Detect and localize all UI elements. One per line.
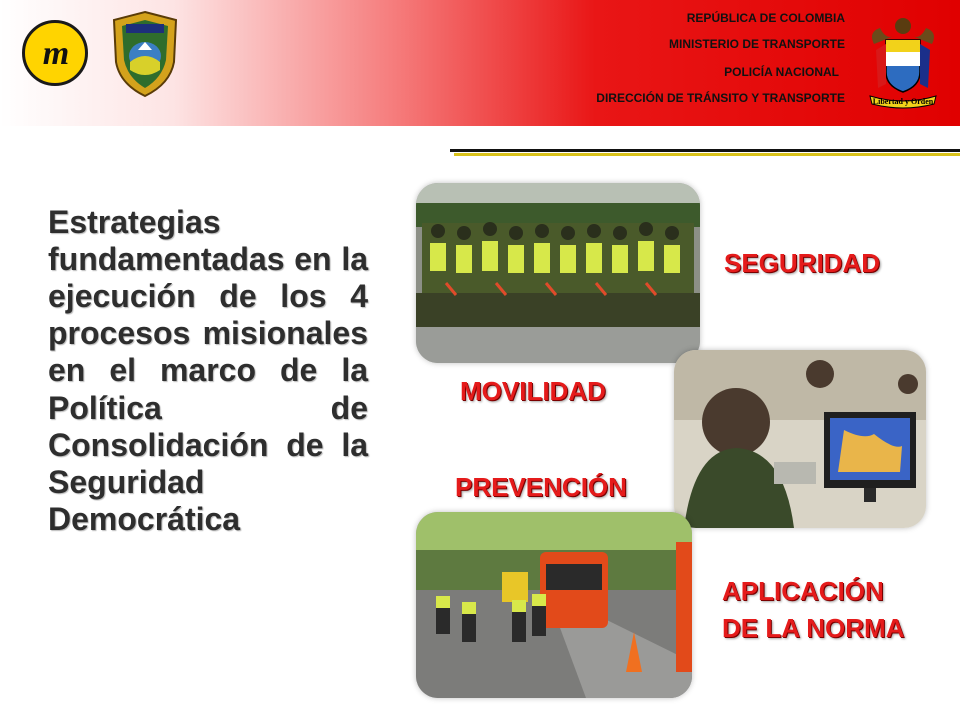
header-banner [0,0,960,126]
colombia-coat-of-arms-icon [866,14,940,110]
header-directorate: DIRECCIÓN DE TRÁNSITO Y TRANSPORTE [596,91,845,105]
process-label-norm-application-line2: DE LA NORMA [722,613,905,643]
motorcycle-escort-photo [416,512,692,698]
header-police: POLICÍA NACIONAL [724,65,839,79]
transit-logo-text: m [42,35,68,72]
process-label-prevention: PREVENCIÓN [455,472,627,502]
police-formation-photo [416,183,700,363]
header-ministry: MINISTERIO DE TRANSPORTE [668,37,845,51]
divider-line [450,149,960,152]
header-republic: REPÚBLICA DE COLOMBIA [686,11,845,25]
process-label-mobility: MOVILIDAD [460,376,606,406]
process-label-norm-application: APLICACIÓN [722,576,884,606]
svg-text:Libertad y Orden: Libertad y Orden [872,97,934,106]
process-label-security: SEGURIDAD [724,248,881,278]
police-shield-icon [110,10,180,98]
strategy-text: Estrategias fundamentadas en la ejecución de los 4 procesos misionales en el marco de la Política de Consolidación de la Seguridad Democrática [48,204,368,537]
control-room-photo [674,350,926,528]
transit-logo [22,20,88,86]
divider-line-gold [454,153,960,156]
